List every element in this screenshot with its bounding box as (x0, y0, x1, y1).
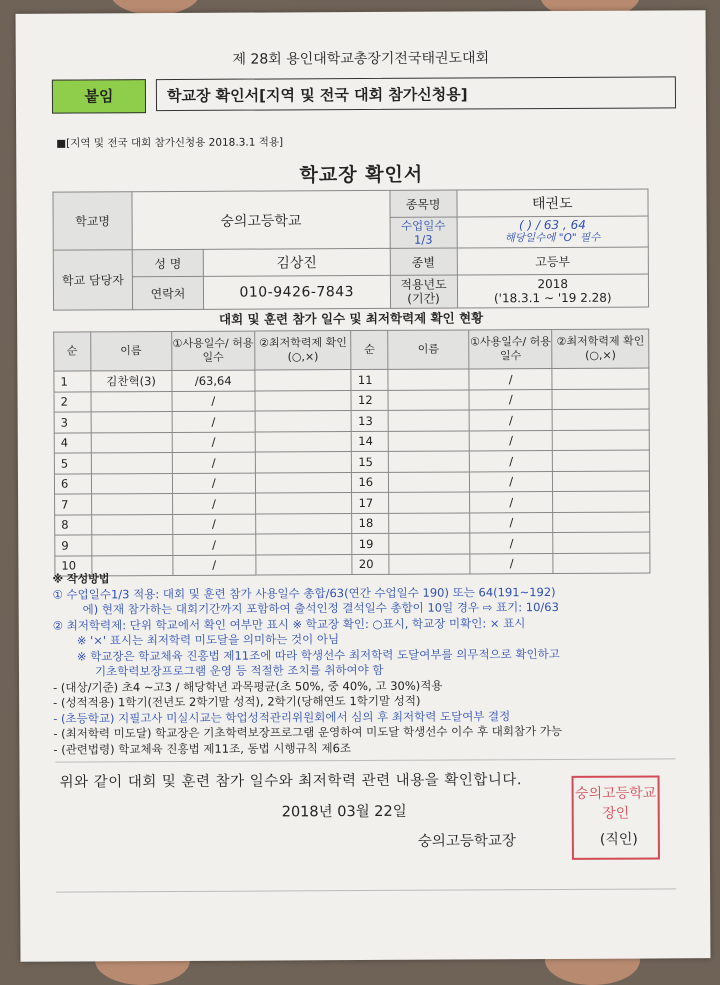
left-name (91, 412, 172, 433)
attachment-label: 붙임 (52, 79, 146, 113)
left-check (255, 472, 352, 493)
period-value: ('18.3.1 ~ '19 2.28) (493, 290, 612, 306)
left-no: 5 (54, 453, 91, 474)
left-check (255, 452, 352, 473)
right-days: / (470, 553, 553, 574)
left-no: 8 (55, 514, 92, 535)
right-no: 18 (352, 513, 389, 534)
left-no: 2 (54, 391, 91, 412)
right-name (388, 369, 469, 390)
left-check (255, 411, 352, 432)
right-days: / (470, 471, 553, 492)
right-no: 17 (352, 492, 389, 513)
school-name-value: 숭의고등학교 (132, 190, 390, 249)
staff-name-label: 성 명 (132, 249, 203, 276)
right-check (553, 491, 650, 512)
right-name (388, 389, 469, 410)
left-days: / (172, 452, 255, 473)
class-days-cell (457, 216, 649, 248)
note-7: - (초등학교) 지필고사 미실시교는 학업성적관리위원회에서 심의 후 최저학력 도달여부 결정 (53, 708, 511, 726)
confirmation-text: 위와 같이 대회 및 훈련 참가 일수와 최저학력 관련 내용을 확인합니다. (59, 772, 522, 791)
form-note: ■[지역 및 전국 대회 참가신청용 2018.3.1 적용] (56, 136, 284, 150)
contact-label: 연락처 (132, 276, 203, 309)
left-no: 9 (55, 535, 92, 556)
left-name (91, 452, 172, 473)
note-1a: ① 수업일수1/3 적용: 대회 및 훈련 참가 사용일수 총합/63(연간 수업일수 190) 또는 64(191~192) (52, 584, 556, 602)
divider (55, 758, 675, 762)
class-days-note: 해당일수에 "O" 필수 (504, 231, 601, 245)
left-name (91, 473, 172, 494)
left-days: /63,64 (172, 370, 255, 391)
section-heading: 대회 및 훈련 참가 일수 및 최저학력제 확인 현황 (218, 310, 484, 327)
official-seal-stamp: 숭의고등학교장인 (572, 775, 660, 859)
note-2: ② 최저학력제: 단위 학교에서 확인 여부만 표시 ※ 학교장 확인: ○표시, 학교장 미확인: × 표시 (52, 615, 526, 633)
note-9: - (관련법령) 학교체육 진흥법 제11조, 동법 시행규칙 제6조 (53, 740, 352, 757)
right-name (388, 410, 469, 431)
note-1b: 에) 현재 참가하는 대회기간까지 포함하여 출석인정 결석일수 총합이 10일 경우 ⇨ 표기: 10/63 (82, 599, 559, 617)
right-days: / (469, 430, 552, 451)
left-no: 4 (54, 432, 91, 453)
col-check-left: ②최저학력제 확인(○,×) (255, 331, 352, 371)
left-check (255, 390, 352, 411)
seal-label: (직인) (599, 831, 638, 848)
right-no: 11 (351, 369, 388, 390)
left-no: 3 (54, 412, 91, 433)
note-5: - (대상/기준) 초4 ~고3 / 해당학년 과목평균(초 50%, 중 40%, 고 30%)적용 (53, 678, 443, 695)
col-check-right: ②최저학력제 확인(○,×) (552, 329, 649, 369)
left-days: / (172, 411, 255, 432)
left-name (91, 432, 172, 453)
year-label: 적용년도 (기간) (390, 275, 457, 308)
right-days: / (470, 512, 553, 533)
left-check (256, 534, 353, 555)
right-no: 14 (352, 431, 389, 452)
right-name (389, 533, 470, 554)
right-no: 20 (352, 554, 389, 575)
notes-heading: ※ 작성방법 (52, 572, 110, 586)
left-name (91, 493, 172, 514)
right-name (389, 512, 470, 533)
left-name: 김찬혁(3) (91, 371, 172, 392)
right-days: / (469, 389, 552, 410)
col-days-left: ①사용일수/ 허용일수 (171, 331, 254, 370)
col-no-left: 순 (54, 332, 91, 371)
left-days: / (172, 432, 255, 453)
left-days: / (172, 391, 255, 412)
school-name-label: 학교명 (53, 192, 132, 250)
right-days: / (470, 533, 553, 554)
year-cell (457, 274, 649, 308)
left-no: 1 (54, 371, 91, 392)
left-days: / (172, 473, 255, 494)
note-3: ※ '×' 표시는 최저학력 미도달을 의미하는 것이 아님 (76, 632, 340, 648)
class-days-label: 수업일수 1/3 (390, 217, 457, 248)
staff-name-value: 김상진 (203, 248, 390, 276)
contact-value: 010-9426-7843 (203, 275, 390, 309)
left-check (256, 513, 353, 534)
left-no: 7 (55, 494, 92, 515)
left-name (91, 514, 172, 535)
right-no: 19 (352, 533, 389, 554)
left-name (91, 391, 172, 412)
left-no: 10 (55, 555, 92, 576)
note-4a: ※ 학교장은 학교체육 진흥법 제11조에 따라 학생선수 최저학력 도달여부를 의무적으로 확인하고 (76, 646, 560, 664)
right-check (553, 430, 650, 451)
document-title: 학교장 확인서[지역 및 전국 대회 참가신청용] (156, 76, 676, 111)
right-check (553, 532, 650, 553)
left-check (255, 370, 352, 391)
left-check (255, 493, 352, 514)
right-no: 15 (352, 451, 389, 472)
event-label: 종목명 (389, 190, 456, 217)
staff-label: 학교 담당자 (53, 250, 132, 310)
category-label: 종별 (390, 248, 457, 275)
right-days: / (469, 451, 552, 472)
right-check (552, 368, 649, 389)
contest-title: 제 28회 용인대학교총장기전국태권도대회 (232, 50, 490, 68)
category-value: 고등부 (457, 247, 649, 275)
note-8: - (최저학력 미도달) 학교장은 기초학력보장프로그램 운영하여 미도달 학생선수 이수 후 대회참가 가능 (53, 723, 563, 741)
note-6: - (성적적용) 1학기(전년도 2학기말 성적), 2학기(당해연도 1학기말 성적) (53, 693, 421, 710)
left-days: / (172, 493, 255, 514)
left-name (91, 534, 172, 555)
instructions (52, 568, 693, 757)
right-name (388, 430, 469, 451)
school-info-table (52, 189, 649, 311)
right-no: 13 (352, 410, 389, 431)
principal-signature: 숭의고등학교장 (417, 833, 516, 850)
note-4b: 기초학력보장프로그램 운영 등 적절한 조치를 취하여야 함 (94, 662, 384, 679)
participation-grid (53, 328, 650, 576)
col-no-right: 순 (351, 330, 388, 369)
class-days-value: ( ) / 63 , 64 (518, 217, 586, 233)
left-no: 6 (54, 473, 91, 494)
year-value: 2018 (537, 276, 569, 292)
right-no: 16 (352, 472, 389, 493)
right-check (552, 389, 649, 410)
right-days: / (469, 369, 552, 390)
right-name (389, 492, 470, 513)
right-check (553, 471, 650, 492)
right-name (388, 451, 469, 472)
main-title: 학교장 확인서 (299, 163, 424, 187)
left-days: / (172, 514, 255, 535)
event-value: 태권도 (456, 189, 648, 217)
left-days: / (173, 555, 256, 576)
right-check (553, 450, 650, 471)
issue-date: 2018년 03월 22일 (281, 803, 407, 821)
left-days: / (172, 534, 255, 555)
right-no: 12 (351, 390, 388, 411)
left-check (255, 431, 352, 452)
right-check (553, 511, 650, 532)
right-days: / (469, 410, 552, 431)
right-days: / (470, 492, 553, 513)
col-name-left: 이름 (90, 332, 171, 371)
right-name (389, 471, 470, 492)
col-name-right: 이름 (388, 330, 469, 369)
document-sheet (16, 10, 711, 962)
bottom-divider (56, 888, 676, 892)
right-check (552, 409, 649, 430)
col-days-right: ①사용일수/ 허용일수 (469, 330, 552, 369)
